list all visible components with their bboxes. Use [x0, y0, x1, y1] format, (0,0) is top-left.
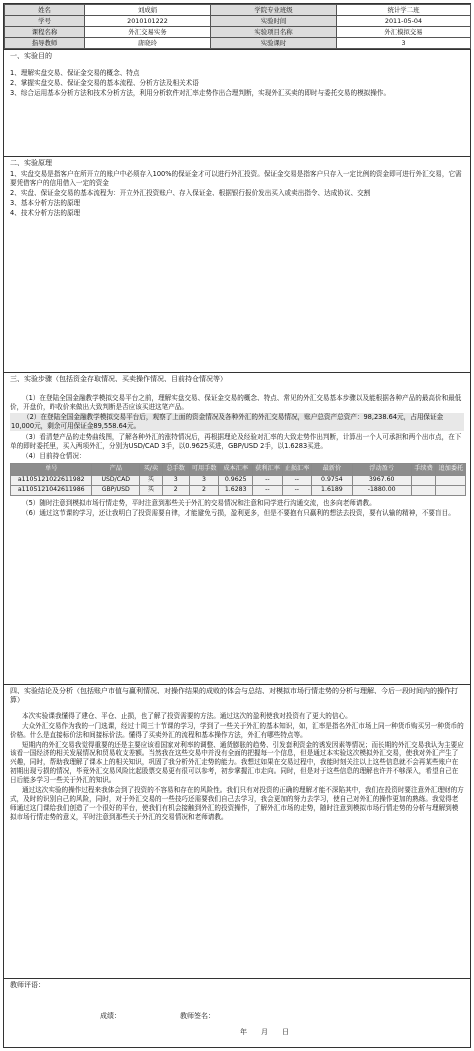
- header-row: [5, 16, 471, 27]
- cell-add-order[interactable]: [436, 485, 466, 495]
- holdings-header-row: [11, 463, 466, 475]
- col-fee: 手续费: [411, 463, 436, 475]
- cell-side: 买: [140, 475, 163, 485]
- section-title: 一、实验目的: [10, 52, 52, 60]
- col-latest-price: 最新价: [312, 463, 353, 475]
- value-project: 外汇模拟交易: [337, 27, 471, 38]
- section-teacher-comment: [4, 978, 470, 1047]
- label-teacher: 指导教师: [5, 38, 85, 49]
- col-add-order: 追加委托: [436, 463, 466, 475]
- cell-floating-pnl: 3967.60: [352, 475, 411, 485]
- report-page: [3, 3, 471, 1048]
- conclusion-paragraph: 通过这次实验的操作过程来我体会到了投资的不容易和存在的风险性。我们只有对投资的正确的理解才能不深陷其中，我们在投资时要注意外汇理财的方式，及时的识别自己的风险，同时，对于外汇交易的一些技巧还需要我们自己去学习，我会更加的努力去学习，使自己对外汇的操作更加的熟练。我觉得老师通过这门课给我们创造了一个很好的平台，使我们有机会接触到外汇的投资操作，了解外汇市场的走势，随时注意到模拟市场行情走势的分析与理解到模拟市场行情走势的意义，平时注意到那些关于外汇的交易情况和老师请教。: [10, 786, 464, 821]
- cell-profit-rate: --: [253, 485, 282, 495]
- section-steps: [4, 372, 470, 684]
- value-exp-time: 2011-05-04: [337, 16, 471, 27]
- section-title: 三、实验步骤（包括资金存取情况、买卖操作情况、目前持仓情况等）: [10, 375, 227, 383]
- col-side: 买/卖: [140, 463, 163, 475]
- label-exp-time: 实验时间: [211, 16, 337, 27]
- header-row: [5, 38, 471, 49]
- label-class: 学院专业班级: [211, 5, 337, 16]
- conclusion-paragraph: 本次实验课我懂得了建仓、平仓、止损，也了解了投资需要的方法。通过这次的盈利使我对投资有了更大的信心。: [22, 711, 352, 720]
- cell-profit-rate: --: [253, 475, 282, 485]
- cell-cost-rate: 1.6283: [219, 485, 253, 495]
- purpose-item: 1、理解实盘交易、保证金交易的概念、特点: [10, 69, 140, 78]
- col-floating-pnl: 浮动盈亏: [352, 463, 411, 475]
- value-class: 统计学二班: [337, 5, 471, 16]
- col-cost-rate: 成本汇率: [219, 463, 253, 475]
- cell-order-no: a1105121042611986: [11, 485, 92, 495]
- principle-item: 1、实盘交易是指客户在所开立的账户中必须存入100%的保证金才可以进行外汇投资。保证金交易是指客户只存入一定比例的资金即可进行外汇交易，它需要凭借客户的信用借入一定的资金: [10, 170, 462, 188]
- score-label: 成绩：: [100, 1012, 121, 1020]
- cell-floating-pnl: -1880.00: [352, 485, 411, 495]
- holdings-table: [10, 463, 466, 496]
- step-paragraph: （4）目前持仓情况：: [22, 451, 86, 460]
- cell-available-lots: 2: [189, 485, 218, 495]
- cell-product: GBP/USD: [92, 485, 140, 495]
- section-principle: [4, 156, 470, 372]
- cell-total-lots: 2: [162, 485, 189, 495]
- value-teacher: 唐晓玲: [85, 38, 211, 49]
- conclusion-paragraph: 大众外汇交易作为我的一门选课，经过十周三十节课的学习，学到了一些关于外汇的基本知识，如，汇率是指名外汇市场上同一种货币购买另一种货币的价格。什么是直接标价法和间接标价法。懂得了买卖外汇的流程和基本操作方法，外汇有哪些特点等。: [10, 721, 464, 739]
- step-paragraph: （5）随时注意到模拟市场行情走势，平时注意到那些关于外汇的交易情况和注意和同学进行沟通交流，也多向老师请教。: [22, 498, 376, 507]
- label-name: 姓名: [5, 5, 85, 16]
- col-profit-rate: 获利汇率: [253, 463, 282, 475]
- purpose-item: 3、综合运用基本分析方法和技术分析方法，利用分析软件对汇率走势作出合理判断，实现外汇买卖的即时与委托交易的模拟操作。: [10, 89, 391, 98]
- value-name: 刘成娟: [85, 5, 211, 16]
- cell-total-lots: 3: [162, 475, 189, 485]
- table-row[interactable]: [11, 475, 466, 485]
- cell-side: 买: [140, 485, 163, 495]
- cell-stop-rate: --: [282, 475, 311, 485]
- value-student-id: 2010101222: [85, 16, 211, 27]
- header-row: [5, 5, 471, 16]
- section-conclusion: [4, 684, 470, 978]
- cell-stop-rate: --: [282, 485, 311, 495]
- principle-item: 4、技术分析方法的原理: [10, 209, 81, 217]
- principle-item: 2、实盘、保证金交易的基本流程为：开立外汇投资账户、存入保证金、根据银行报价发出买入或卖出指令、达成协议、交割: [10, 189, 371, 198]
- col-order-no: 单号: [11, 463, 92, 475]
- section-title: 教师评语：: [10, 981, 45, 989]
- cell-fee: [411, 475, 436, 485]
- step-paragraph: （1）在登陆全国金融教学模拟交易平台之前，理解实盘交易、保证金交易的概念、特点、常见的外汇交易基本步骤以及能根据各种产品的最高价和最低价，开盘价，昨收价来做出大致判断是否应该买进这笔产品。: [10, 394, 462, 412]
- cell-cost-rate: 0.9625: [219, 475, 253, 485]
- label-project: 实验项目名称: [211, 27, 337, 38]
- cell-order-no: a1105121022611982: [11, 475, 92, 485]
- step-paragraph: （2）在登陆全国金融教学模拟交易平台后，观察了上面的资金情况及各种外汇的外汇交易情况，账户总资产总资产：98,238.64元，占用保证金10,000元，剩余可用保证金89,558.64元。: [10, 413, 464, 431]
- col-stop-rate: 止损汇率: [282, 463, 311, 475]
- label-course: 课程名称: [5, 27, 85, 38]
- value-course: 外汇交易实务: [85, 27, 211, 38]
- principle-item: 3、基本分析方法的原理: [10, 199, 81, 208]
- col-total-lots: 总手数: [162, 463, 189, 475]
- cell-latest-price: 0.9754: [312, 475, 353, 485]
- section-title: 四、实验结论及分析（包括账户市值与赢利情况、对操作结果的成败的体会与总结、对模拟市场行情走势的分析与理解、今后一段时间内的操作打算）: [10, 687, 458, 705]
- conclusion-paragraph: 短期内的外汇交易我觉得重要的还是主要应该看国家对利率的调整、通货膨胀的趋势、引发套利资金的诱发因素等情况；而长期的外汇交易我认为主要应该看一国经济的相关发展情况和贸易收支差额。当然我在这些交易中并没有全面的把握每一个信息，但是通过本实验这次模拟外汇交易，使我对外汇产生了兴趣，同时，帮助我理解了课本上的相关知识，巩固了我分析外汇走势的能力。我想过如果在交易过程中，我能时刻关注以上这些信息就不会再某些账户在初期出现亏损的情况，毕竟外汇交易风险比起股票交易更有很可以参考，初步掌握汇市走向。同时，但是对于这些信息的理解也许并不够深入，希望自己在日后能多学习一些关于外汇的知识。: [10, 740, 464, 785]
- cell-available-lots: 3: [189, 475, 218, 485]
- cell-add-order[interactable]: [436, 475, 466, 485]
- step-paragraph: （6）通过这节课的学习，还让我明白了投资需要自律，才能避免亏损，盈利更多，但是不要抱有只赢利的想法去投资，要有认输的精神，不要盲目。: [22, 508, 455, 517]
- table-row[interactable]: [11, 485, 466, 495]
- cell-fee: [411, 485, 436, 495]
- value-hours: 3: [337, 38, 471, 49]
- label-hours: 实验课时: [211, 38, 337, 49]
- col-available-lots: 可用手数: [189, 463, 218, 475]
- label-student-id: 学号: [5, 16, 85, 27]
- date-label: 年 月 日: [240, 1028, 289, 1036]
- step-paragraph: （3）看清楚产品的走势曲线图，了解各种外汇的涨特情况后，再根据理论及经验对汇率的大致走势作出判断，计算出一个人可承担和两个出市点，在下单的即时委托里，买入两项外汇，分别为USD/CAD 3手，以0.9625买进，GBP/USD 2手，以1.6283买进。: [10, 433, 462, 450]
- header-table: [4, 4, 471, 49]
- cell-latest-price: 1.6189: [312, 485, 353, 495]
- cell-product: USD/CAD: [92, 475, 140, 485]
- header-row: [5, 27, 471, 38]
- section-purpose: [4, 49, 470, 156]
- col-product: 产品: [92, 463, 140, 475]
- teacher-signature-label: 教师签名：: [180, 1012, 215, 1020]
- section-title: 二、实验原理: [10, 159, 52, 167]
- purpose-item: 2、掌握实盘交易、保证金交易的基本流程、分析方法及相关术语: [10, 79, 199, 88]
